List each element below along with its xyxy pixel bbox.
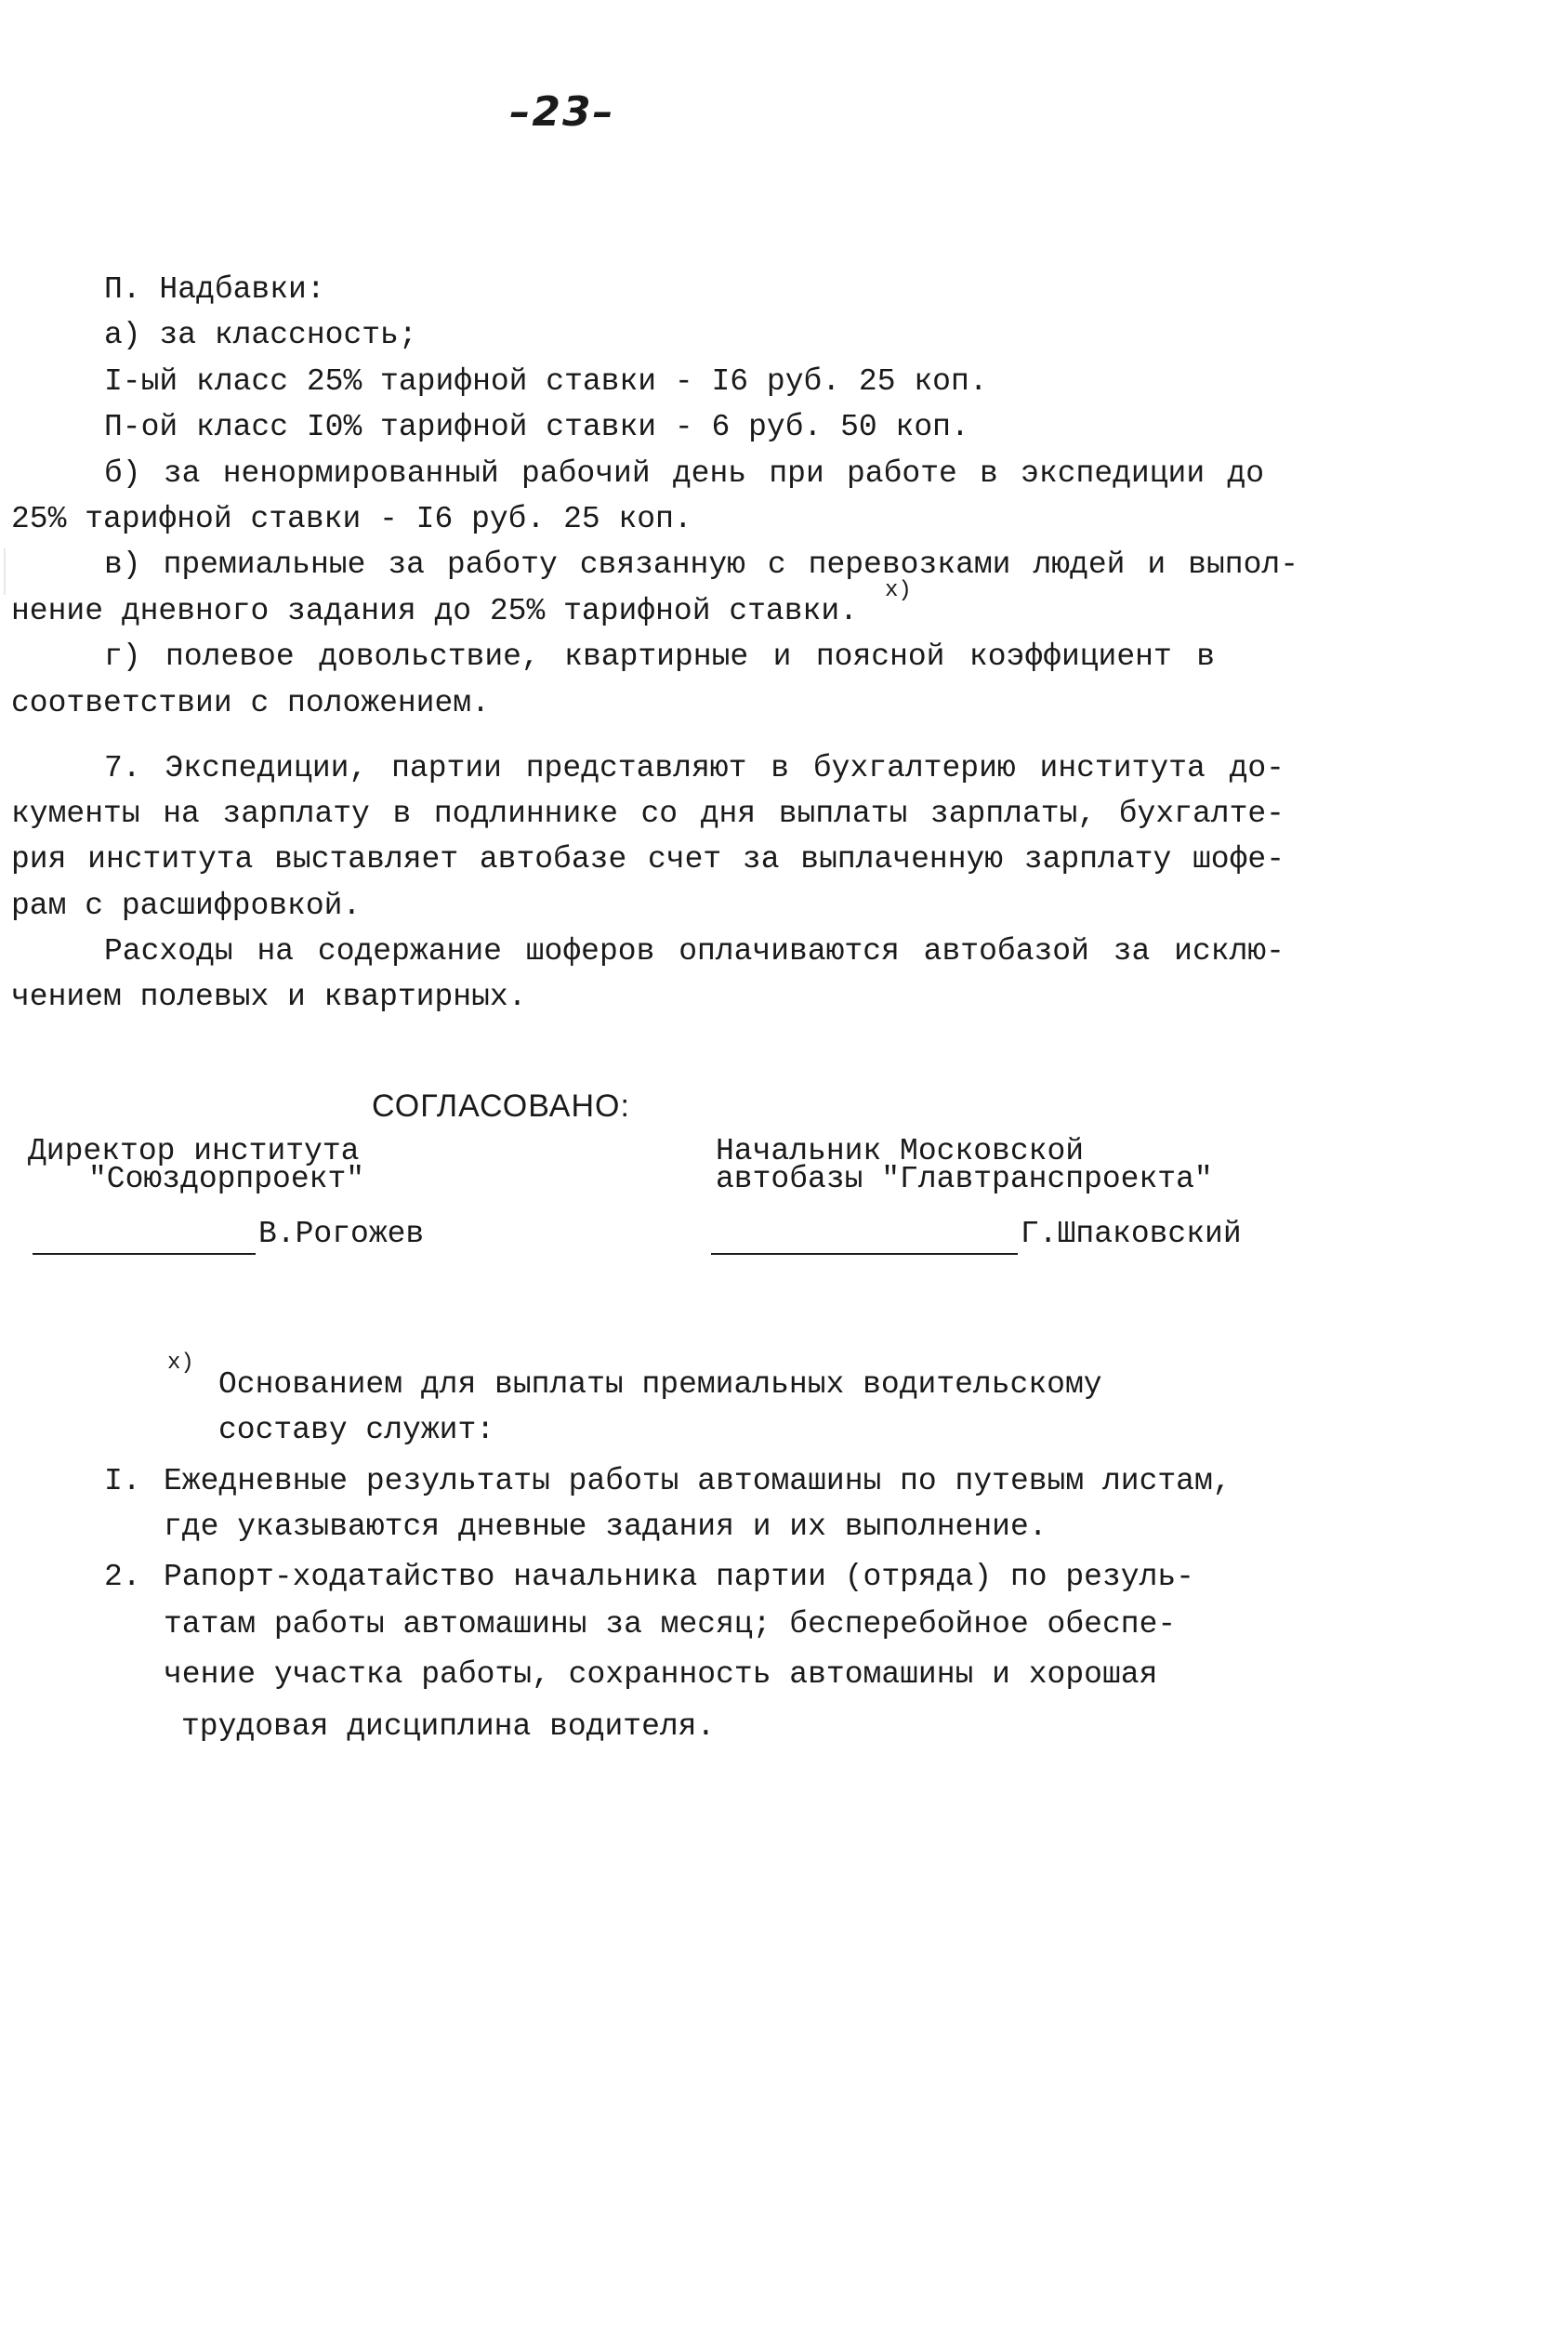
right-signatory-org: автобазы "Главтранспроекта" <box>716 1162 1213 1196</box>
footnote-item1-number: I. <box>104 1464 141 1498</box>
footnote-mark: х) <box>167 1351 194 1376</box>
item7-line1: 7. Экспедиции, партии представляют в бухгалтерию института до- <box>104 751 1285 785</box>
footnote-intro-line1: Основанием для выплаты премиальных водительскому <box>218 1367 1102 1402</box>
footnote-intro-line2: составу служит: <box>218 1413 495 1447</box>
footnote-reference-mark: х) <box>885 578 912 603</box>
right-signatory-name: Г.Шпаковский <box>1021 1217 1242 1251</box>
left-signature-line <box>33 1253 256 1255</box>
left-signatory-org: "Союздорпроект" <box>88 1162 365 1196</box>
subitem-a: а) за классность; <box>104 318 417 352</box>
footnote-item2-number: 2. <box>104 1560 141 1594</box>
item7-line3: рия института выставляет автобазе счет за выплаченную зарплату шофе- <box>11 842 1285 877</box>
page-number: –23– <box>509 88 615 136</box>
subitem-g-line1: г) полевое довольствие, квартирные и поясной коэффициент в <box>104 640 1215 674</box>
footnote-item1-line1: Ежедневные результаты работы автомашины по путевым листам, <box>164 1464 1232 1498</box>
class2-line: П-ой класс I0% тарифной ставки - 6 руб. 50 коп. <box>104 410 969 444</box>
footnote-item1-line2: где указываются дневные задания и их выполнение. <box>164 1510 1048 1544</box>
item7-line5: Расходы на содержание шоферов оплачиваются автобазой за исклю- <box>104 934 1285 969</box>
subitem-b-line2: 25% тарифной ставки - I6 руб. 25 коп. <box>11 502 692 536</box>
subitem-v-line1: в) премиальные за работу связанную с перевозками людей и выпол- <box>104 547 1298 582</box>
right-signature-line <box>711 1253 1018 1255</box>
subitem-v-line2 <box>11 593 858 630</box>
left-signatory-name: В.Рогожев <box>258 1217 425 1251</box>
scan-artifact <box>4 548 6 595</box>
subitem-g-line2: соответствии с положением. <box>11 686 490 720</box>
item7-line2: кументы на зарплату в подлиннике со дня выплаты зарплаты, бухгалте- <box>11 797 1285 831</box>
left-signatory-title: Директор института <box>28 1134 360 1168</box>
item7-line6: чением полевых и квартирных. <box>11 980 527 1014</box>
item7-line4: рам с расшифровкой. <box>11 889 362 923</box>
subitem-b-line1: б) за ненормированный рабочий день при работе в экспедиции до <box>104 456 1264 491</box>
footnote-item2-line3: чение участка работы, сохранность автомашины и хорошая <box>164 1657 1158 1692</box>
section-title: П. Надбавки: <box>104 272 325 307</box>
footnote-item2-line4: трудовая дисциплина водителя. <box>181 1709 716 1744</box>
subitem-v-line2-text: нение дневного задания до 25% тарифной ставки. <box>11 594 858 628</box>
footnote-item2-line2: татам работы автомашины за месяц; бесперебойное обеспе- <box>164 1607 1177 1642</box>
approval-heading: СОГЛАСОВАНО: <box>372 1088 630 1124</box>
footnote-item2-line1: Рапорт-ходатайство начальника партии (отряда) по резуль- <box>164 1560 1194 1594</box>
class1-line: I-ый класс 25% тарифной ставки - I6 руб. 25 коп. <box>104 364 988 399</box>
right-signatory-title: Начальник Московской <box>716 1134 1085 1168</box>
